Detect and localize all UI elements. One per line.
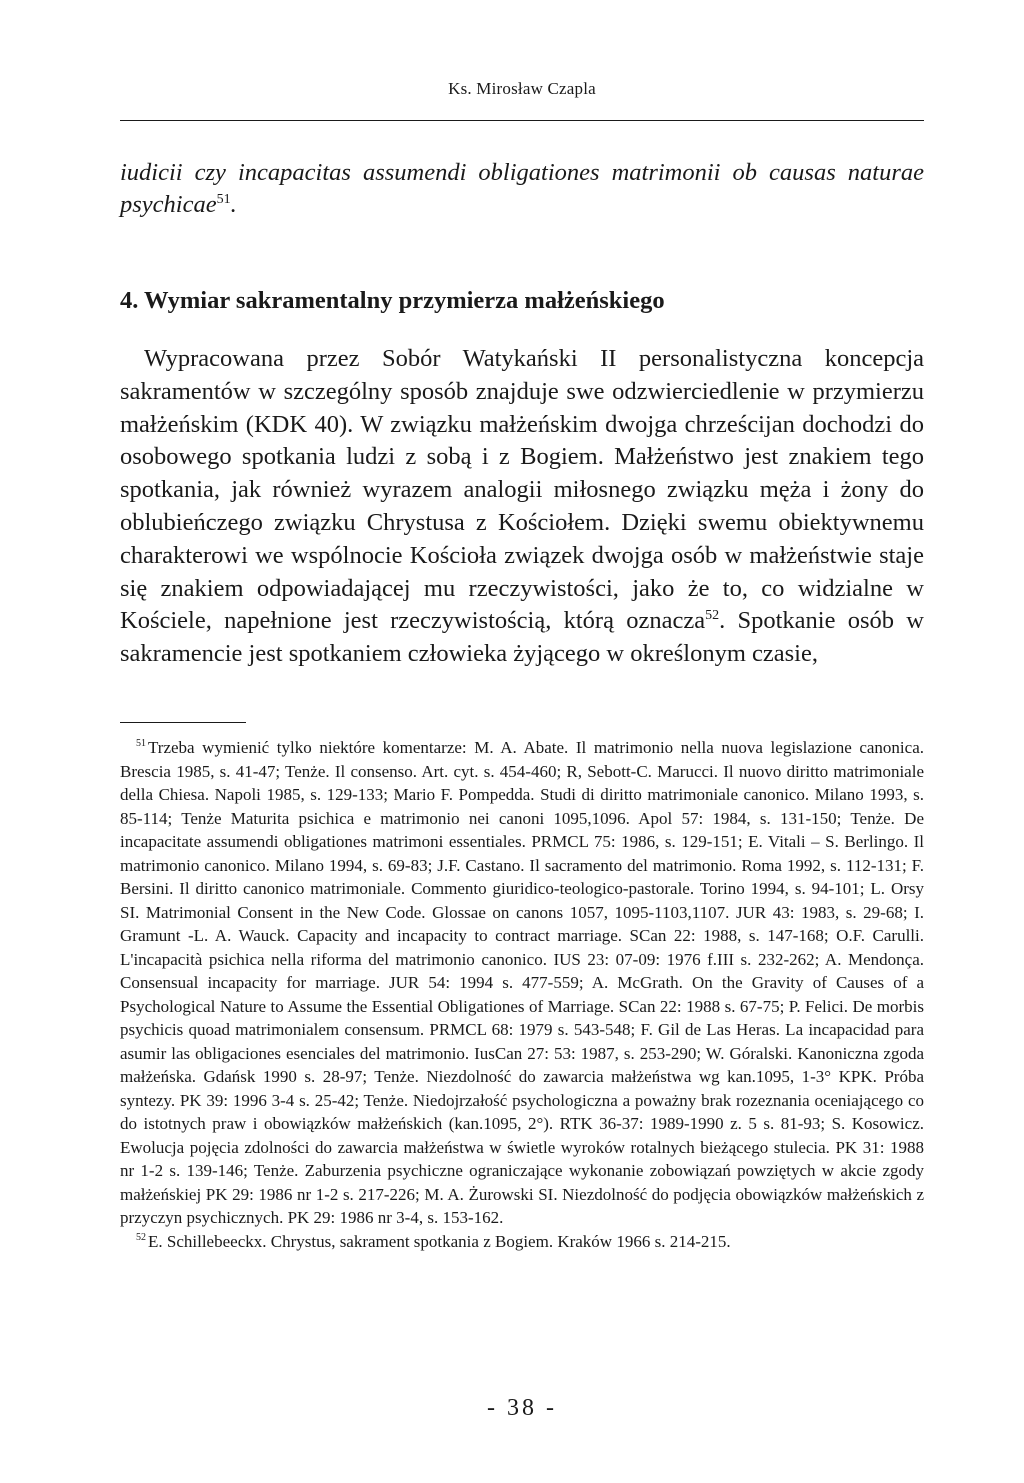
footnote-text: E. Schillebeeckx. Chrystus, sakrament spotkania z Bogiem. Kraków 1966 s. 214-215. xyxy=(148,1231,731,1251)
body-text-part2: . Spotkanie osób w sakramencie jest spotkaniem człowieka żyjącego w określonym czasie, xyxy=(120,607,924,668)
footnote-number: 51 xyxy=(136,738,146,750)
footnote-rule xyxy=(120,722,246,723)
intro-paragraph xyxy=(120,157,924,221)
page xyxy=(120,0,924,1483)
header-rule xyxy=(120,120,924,121)
section-title: 4. Wymiar sakramentalny przymierza małżeńskiego xyxy=(120,287,665,314)
footnote-ref-51[interactable]: 51 xyxy=(216,191,231,207)
intro-text: iudicii czy incapacitas assumendi obligationes matrimonii ob causas naturae psychicae xyxy=(120,159,924,218)
body-paragraph xyxy=(120,343,924,671)
page-number: - 38 - xyxy=(487,1395,557,1421)
body-text-part1: Wypracowana przez Sobór Watykański II personalistyczna koncepcja sakramentów w szczególny sposób znajduje swe odzwierciedlenie w przymierzu małżeńskim (KDK 40). W związku małżeńskim dwojga chrześcijan dochodzi do osobowego spotkania ludzi z sobą i z Bogiem. Małżeństwo jest znakiem tego spotkania, jak również wyrazem analogii miłosnego związku męża i żony do oblubieńczego związku Chrystusa z Kościołem. Dzięki swemu obiektywnemu charakterowi we wspólnocie Kościoła związek dwojga osób w małżeństwie staje się znakiem odpowiadającej mu rzeczywistości, jako że to, co widzialne w Kościele, napełnione jest rzeczywistością, którą oznacza xyxy=(120,345,924,635)
intro-end: . xyxy=(230,191,237,218)
footnote-ref-52[interactable]: 52 xyxy=(705,608,720,624)
footnote-51 xyxy=(120,736,924,1230)
running-head: Ks. Mirosław Czapla xyxy=(448,79,596,98)
footnote-52 xyxy=(120,1230,924,1254)
footnote-number: 52 xyxy=(136,1231,146,1243)
footnote-text: Trzeba wymienić tylko niektóre komentarze: M. A. Abate. Il matrimonio nella nuova legislazione canonica. Brescia 1985, s. 41-47; Tenże. Il consenso. Art. cyt. s. 454-460; R, Sebott-C. Marucci. Il nuovo diritto matrimoniale della Chiesa. Napoli 1985, s. 129-133; Mario F. Pompedda. Studi di diritto matrimoniale canonico. Milano 1993, s. 85-114; Tenże Maturita psichica e matrimonio nei canoni 1095,1096. Apol 57: 1984, s. 131-150; Tenże. De incapacitate assumendi obligationes matrimoni essentiales. PRMCL 75: 1986, s. 129-151; E. Vitali – S. Berlingo. Il matrimonio canonico. Milano 1994, s. 69-83; J.F. Castano. Il sacramento del matrimonio. Roma 1992, s. 112-131; F. Bersini. Il diritto canonico matrimoniale. Commento giuridico-teologico-pastorale. Torino 1994, s. 94-101; L. Orsy SI. Matrimonial Consent in the New Code. Glossae on canons 1057, 1095-1103,1107. JUR 43: 1983, s. 29-68; I. Gramunt -L. A. Wauck. Capacity and incapacity to contract marriage. SCan 22: 1988, s. 147-168; O.F. Carulli. L'incapacità psichica nella riforma del matrimonio canonico. IUS 23: 07-09: 1976 f.III s. 232-262; A. Mendonça. Consensual incapacity for marriage. JUR 54: 1994 s. 477-559; A. McGrath. On the Gravity of Causes of a Psychological Nature to Assume the Essential Obligationes of Marriage. SCan 22: 1988 s. 67-75; P. Felici. De morbis psychicis quoad matrimonialem consensum. PRMCL 68: 1979 s. 543-548; F. Gil de Las Heras. La incapacidad para asumir las obligaciones esenciales del matrimonio. IusCan 27: 53: 1987, s. 253-290; W. Góralski. Kanoniczna zgoda małżeńska. Gdańsk 1990 s. 28-97; Tenże. Niezdolność do zawarcia małżeństwa wg kan.1095, 1-3° KPK. Próba syntezy. PK 39: 1996 3-4 s. 25-42; Tenże. Niedojrzałość psychologiczna a poważny brak rozeznania oceniającego co do istotnych praw i obowiązków małżeńskich (kan.1095, 2°). RTK 36-37: 1989-1990 z. 5 s. 81-93; S. Kosowicz. Ewolucja pojęcia zdolności do zawarcia małżeństwa w świetle wyroków rotalnych bieżącego stulecia. PK 31: 1988 nr 1-2 s. 139-146; Tenże. Zaburzenia psychiczne ograniczające wykonanie zobowiązań powziętych w akcie zgody małżeńskiej PK 29: 1986 nr 1-2 s. 217-226; M. A. Żurowski SI. Niezdolność do podjęcia obowiązków małżeńskich z przyczyn psychicznych. PK 29: 1986 nr 3-4, s. 153-162. xyxy=(120,738,924,1227)
footnotes xyxy=(120,736,924,1253)
